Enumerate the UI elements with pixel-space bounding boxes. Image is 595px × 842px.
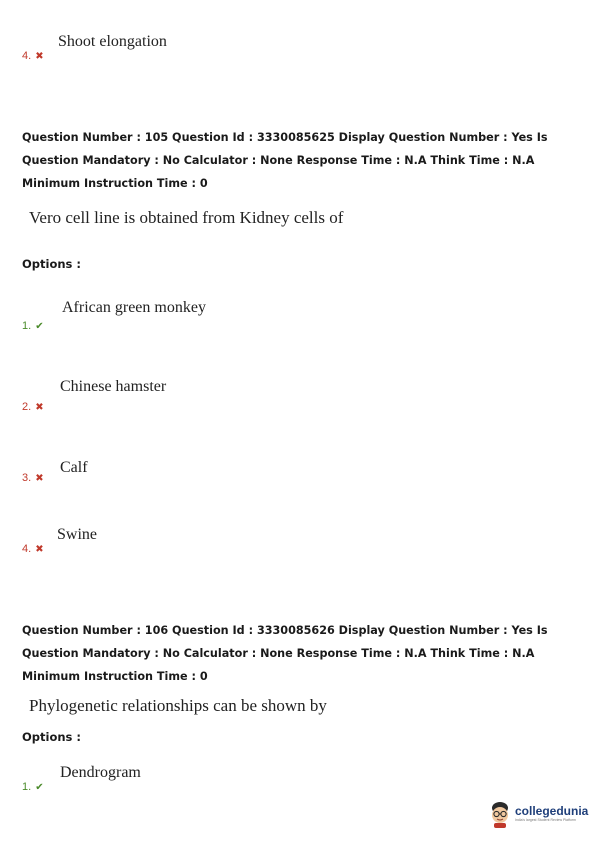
prev-option-4-number: 4. ✖ xyxy=(22,50,44,62)
cross-icon: ✖ xyxy=(35,51,44,62)
cross-icon: ✖ xyxy=(35,473,44,484)
q105-option-2-number: 2. ✖ xyxy=(22,401,44,413)
q105-option-4-text: Swine xyxy=(57,526,97,543)
q106-options-label: Options : xyxy=(22,730,81,744)
q105-option-1-text: African green monkey xyxy=(62,299,206,316)
q106-option-1-text: Dendrogram xyxy=(60,764,141,781)
cross-icon: ✖ xyxy=(35,544,44,555)
check-icon: ✔ xyxy=(35,321,44,332)
q105-options-label: Options : xyxy=(22,257,81,271)
prev-option-4-text: Shoot elongation xyxy=(58,33,167,50)
q106-meta: Question Number : 106 Question Id : 3330085626 Display Question Number : Yes Is Question Mandatory : No Calculator : None Response Time : N.A Think Time : N.A Minimum Instruction Time : 0 xyxy=(22,624,548,683)
q106-question-text: Phylogenetic relationships can be shown by xyxy=(29,696,327,715)
cross-icon: ✖ xyxy=(35,402,44,413)
logo-brand-text: collegedunia xyxy=(515,804,589,818)
logo-tagline: India's largest Student Review Platform xyxy=(515,818,576,822)
q105-option-1-number: 1. ✔ xyxy=(22,320,44,332)
check-icon: ✔ xyxy=(35,782,44,793)
q105-option-3-number: 3. ✖ xyxy=(22,472,44,484)
mascot-icon xyxy=(488,800,512,828)
q106-option-1-number: 1. ✔ xyxy=(22,781,44,793)
q105-question-text: Vero cell line is obtained from Kidney cells of xyxy=(29,208,344,227)
q105-option-3-text: Calf xyxy=(60,459,88,476)
q105-option-4-number: 4. ✖ xyxy=(22,543,44,555)
q105-meta: Question Number : 105 Question Id : 3330085625 Display Question Number : Yes Is Question Mandatory : No Calculator : None Response Time : N.A Think Time : N.A Minimum Instruction Time : 0 xyxy=(22,131,548,190)
q105-option-2-text: Chinese hamster xyxy=(60,378,167,395)
collegedunia-logo xyxy=(488,800,588,828)
